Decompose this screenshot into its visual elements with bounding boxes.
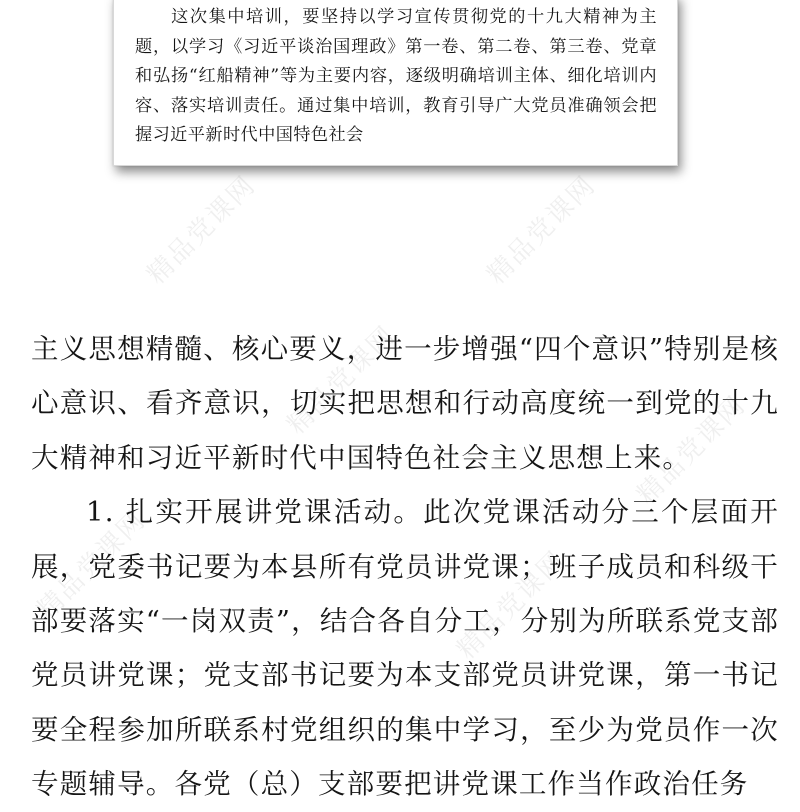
watermark: 精品党课网 — [281, 320, 402, 441]
watermark: 精品党课网 — [631, 390, 752, 511]
excerpt-card — [113, 0, 678, 166]
watermark: 精品党课网 — [31, 505, 152, 626]
document-body — [31, 322, 779, 812]
watermark: 精品党课网 — [451, 545, 572, 666]
watermark: 精品党课网 — [141, 170, 262, 291]
body-paragraph: 1. 扎实开展讲党课活动。此次党课活动分三个层面开展，党委书记要为本县所有党员讲党课；班子成员和科级干部要落实“一岗双责”，结合各自分工，分别为所联系党支部党员讲党课；党支部书记要为本支部党员讲党课，第一书记要全程参加所联系村党组织的集中学习，至少为党员作一次专题辅导。各党（总）支部要把讲党课工作当作政治任务 — [31, 496, 780, 801]
watermark: 精品党课网 — [481, 170, 602, 291]
body-paragraph: 主义思想精髓、核心要义，进一步增强“四个意识”特别是核心意识、看齐意识，切实把思想和行动高度统一到党的十九大精神和习近平新时代中国特色社会主义思想上来。 — [31, 333, 780, 474]
excerpt-text: 这次集中培训，要坚持以学习宣传贯彻党的十九大精神为主题，以学习《习近平谈治国理政》第一卷、第二卷、第三卷、党章和弘扬“红船精神”等为主要内容，逐级明确培训主体、细化培训内容、落实培训责任。通过集中培训，教育引导广大党员准确领会把握习近平新时代中国特色社会 — [135, 7, 657, 145]
